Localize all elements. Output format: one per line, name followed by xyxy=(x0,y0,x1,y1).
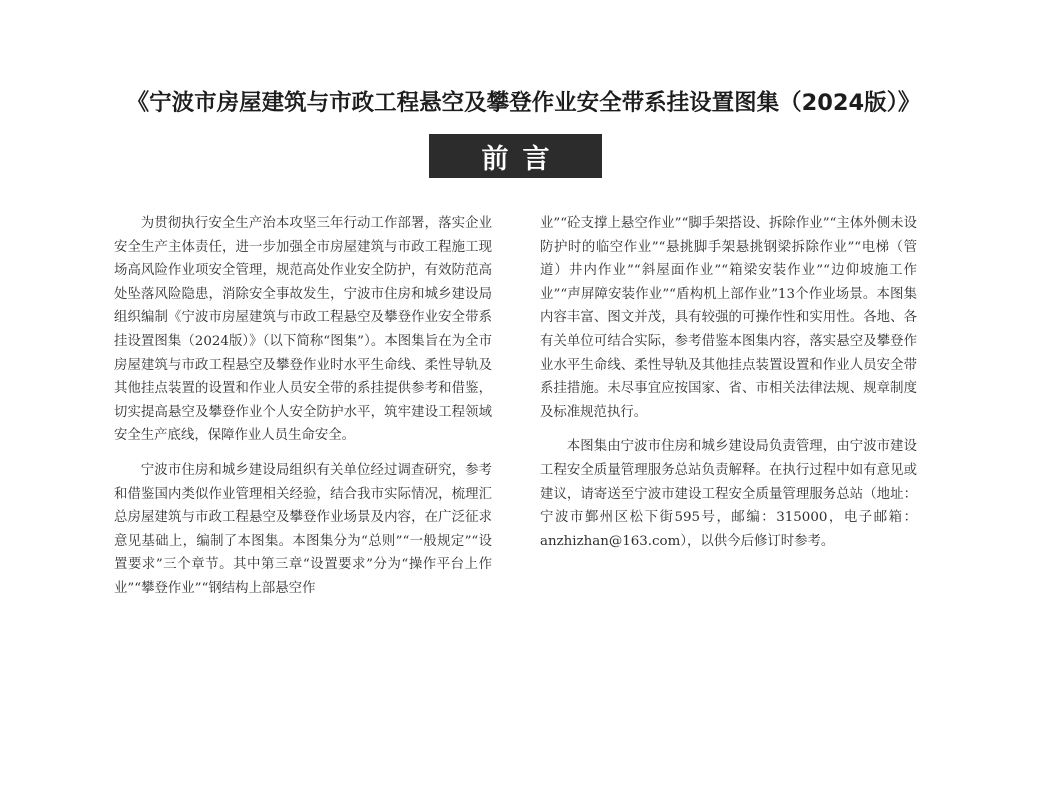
left-text-column xyxy=(114,212,492,601)
document-title: 《宁波市房屋建筑与市政工程悬空及攀登作业安全带系挂设置图集（2024版）》 xyxy=(126,90,921,116)
preface-paragraph-3: 本图集由宁波市住房和城乡建设局负责管理，由宁波市建设工程安全质量管理服务总站负责解释。在执行过程中如有意见或建议，请寄送至宁波市建设工程安全质量管理服务总站（地址：宁波市鄞州区松下街595号，邮编：315000，电子邮箱：anzhizhan@163.com），以供今后修订时参考。 xyxy=(540,439,917,549)
preface-paragraph-1: 为贯彻执行安全生产治本攻坚三年行动工作部署，落实企业安全生产主体责任，进一步加强全市房屋建筑与市政工程施工现场高风险作业项安全管理，规范高处作业安全防护，有效防范高处坠落风险隐患，消除安全事故发生，宁波市住房和城乡建设局组织编制《宁波市房屋建筑与市政工程悬空及攀登作业安全带系挂设置图集（2024版）》（以下简称“图集”）。本图集旨在为全市房屋建筑与市政工程悬空及攀登作业时水平生命线、柔性导轨及其他挂点装置的设置和作业人员安全带的系挂提供参考和借鉴，切实提高悬空及攀登作业个人安全防护水平，筑牢建设工程领域安全生产底线，保障作业人员生命安全。 xyxy=(114,216,492,444)
section-heading: 前言 xyxy=(481,143,564,175)
preface-paragraph-2-continued: 业”“砼支撑上悬空作业”“脚手架搭设、拆除作业”“主体外侧未设防护时的临空作业”“悬挑脚手架悬挑钢梁拆除作业”“电梯（管道）井内作业”“斜屋面作业”“箱梁安装作业”“边仰坡施工作业”“声屏障安装作业”“盾构机上部作业”13个作业场景。本图集内容丰富、图文并茂，具有较强的可操作性和实用性。各地、各有关单位可结合实际，参考借鉴本图集内容，落实悬空及攀登作业水平生命线、柔性导轨及其他挂点装置设置和作业人员安全带系挂措施。未尽事宜应按国家、省、市相关法律法规、规章制度及标准规范执行。 xyxy=(540,216,917,420)
preface-paragraph-2: 宁波市住房和城乡建设局组织有关单位经过调查研究，参考和借鉴国内类似作业管理相关经验，结合我市实际情况，梳理汇总房屋建筑与市政工程悬空及攀登作业场景及内容，在广泛征求意见基础上，编制了本图集。本图集分为“总则”“一般规定”“设置要求”三个章节。其中第三章“设置要求”分为“操作平台上作业”“攀登作业”“钢结构上部悬空作 xyxy=(114,462,492,596)
section-heading-banner xyxy=(429,134,602,178)
right-text-column xyxy=(540,212,917,553)
